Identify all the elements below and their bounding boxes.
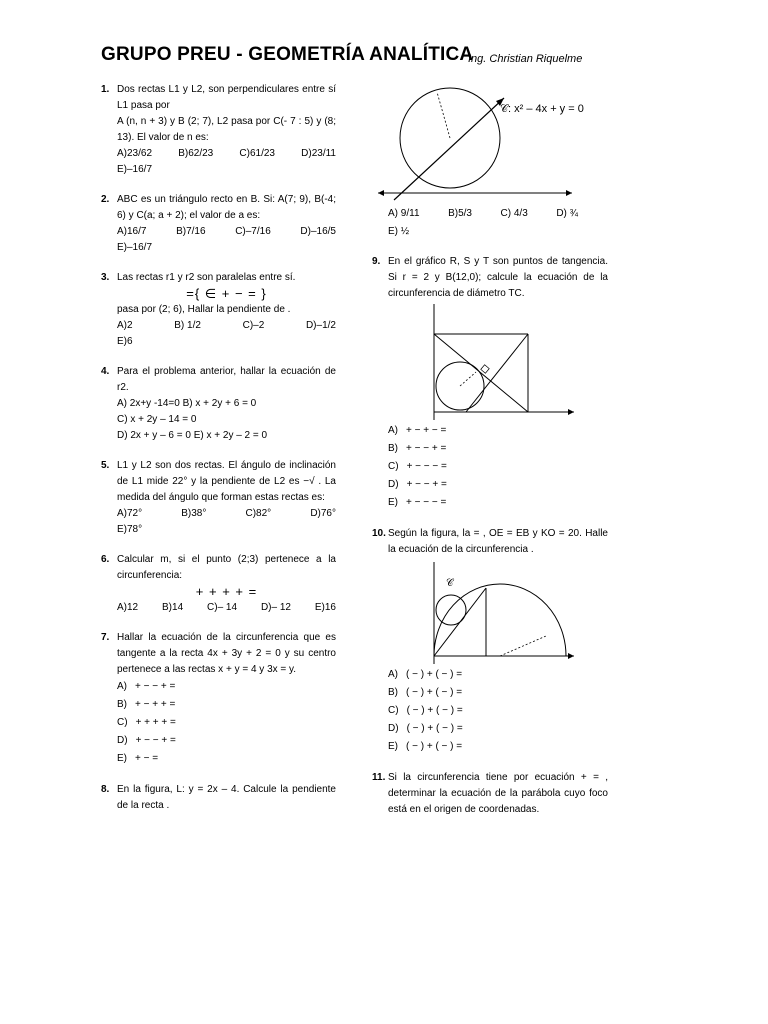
question-4 <box>101 364 336 444</box>
circle-shape <box>436 595 466 625</box>
option <box>388 702 608 720</box>
question-3 <box>101 270 336 350</box>
option-label: B) <box>388 687 398 698</box>
question-5 <box>101 458 336 538</box>
question-number: 4. <box>101 366 110 377</box>
question-text: Calcular m, si el punto (2;3) pertenece a la circunferencia: <box>117 554 336 581</box>
option: A)72° <box>117 508 143 519</box>
figure-semicircle-circle <box>396 558 576 666</box>
option-label: B) <box>388 443 398 454</box>
option-label: E) <box>117 753 127 764</box>
option: C) x + 2y – 14 = 0 <box>117 414 197 425</box>
option: A) 9/11 <box>388 208 420 219</box>
question-number: 10. <box>372 528 386 539</box>
option: D)–16/5 <box>300 226 336 237</box>
option: C)82° <box>245 508 272 519</box>
question-text: Para el problema anterior, hallar la ecuación de r2. <box>117 366 336 393</box>
option: B)7/16 <box>176 226 206 237</box>
option <box>388 440 608 458</box>
question-7 <box>101 630 336 768</box>
figure-circle-tangent-lines <box>372 82 608 206</box>
option-label: D) <box>388 479 399 490</box>
question-2 <box>101 192 336 256</box>
option-value: + − − + = <box>406 443 447 454</box>
arrow-head <box>568 409 574 415</box>
secant-line <box>394 98 504 200</box>
option-value: + + + + = <box>135 717 176 728</box>
option: D) 2x + y – 6 = 0 E) x + 2y – 2 = 0 <box>117 430 268 441</box>
answer-options <box>117 506 336 522</box>
formula: + + + + = <box>195 584 258 599</box>
question-text: Hallar la ecuación de la circunferencia que es tangente a la recta 4x + 3y + 2 = 0 y su centro pertenece a las rectas x + y = 4 y 3x = y. <box>117 632 336 675</box>
option-label: E) <box>388 497 398 508</box>
option <box>117 750 336 768</box>
option-value: + − − − = <box>406 461 447 472</box>
option: E)16 <box>314 602 336 613</box>
option-value: ( − ) + ( − ) = <box>406 669 463 680</box>
question-text: pasa por (2; 6), Hallar la pendiente de . <box>117 304 291 315</box>
right-column <box>372 82 608 832</box>
option-value: + − − + = <box>135 735 176 746</box>
page-header <box>101 44 621 76</box>
option <box>117 678 336 696</box>
question-number: 6. <box>101 554 110 565</box>
option <box>117 732 336 750</box>
option: A)2 <box>117 320 133 331</box>
right-angle-mark <box>481 365 489 373</box>
option: B)14 <box>162 602 184 613</box>
question-number: 1. <box>101 84 110 95</box>
option-label: A) <box>117 681 127 692</box>
option <box>388 494 608 512</box>
question-text: L1 y L2 son dos rectas. El ángulo de inclinación de L1 mide 22° y la pendiente de L2 es −√ . La medida del ángulo que forman estas rectas es: <box>117 460 336 503</box>
option-value: + − − + = <box>135 681 176 692</box>
option-value: ( − ) + ( − ) = <box>406 723 463 734</box>
option: C)– 14 <box>207 602 238 613</box>
option-label: D) <box>388 723 399 734</box>
diagonal-line <box>434 334 528 412</box>
option <box>388 738 608 756</box>
option-value: + − + + = <box>135 699 176 710</box>
question-text: Si la circunferencia tiene por ecuación + = , determinar la ecuación de la parábola cuyo foco está en el origen de coordenadas. <box>388 772 608 815</box>
answer-options <box>117 600 336 616</box>
page-title: GRUPO PREU - GEOMETRÍA ANALÍTICA <box>101 44 474 65</box>
option-value: ( − ) + ( − ) = <box>406 741 463 752</box>
question-number: 11. <box>372 772 386 783</box>
question-number: 5. <box>101 460 110 471</box>
question-text: Dos rectas L1 y L2, son perpendiculares entre sí L1 pasa por <box>117 84 336 111</box>
option-value: + − = <box>135 753 159 764</box>
question-text: A (n, n + 3) y B (2; 7), L2 pasa por C(- 7 : 5) y (8; 13). El valor de n es: <box>117 116 336 143</box>
arrow-head <box>568 653 574 659</box>
question-number: 7. <box>101 632 110 643</box>
arrow-head <box>378 190 384 196</box>
option: A)23/62 <box>117 148 153 159</box>
option <box>388 458 608 476</box>
radius-line <box>460 372 476 386</box>
option <box>388 684 608 702</box>
option: A) 2x+y -14=0 B) x + 2y + 6 = 0 <box>117 398 257 409</box>
figure-label: 𝒞 <box>446 578 454 589</box>
option-label: C) <box>388 705 399 716</box>
option: A)16/7 <box>117 226 147 237</box>
radius-line <box>437 92 450 138</box>
figure-label: 𝒞: x² – 4x + y = 0 <box>500 103 584 115</box>
option: D)76° <box>310 508 336 519</box>
figure-tangent-circle-triangle <box>396 302 576 422</box>
answer-options <box>117 224 336 240</box>
option: A)12 <box>117 602 139 613</box>
option: E)–16/7 <box>117 164 153 175</box>
option: C)61/23 <box>239 148 275 159</box>
answer-options <box>117 318 336 334</box>
option: C)–2 <box>242 320 265 331</box>
option-value: + − − − = <box>406 497 447 508</box>
question-number: 9. <box>372 256 381 267</box>
option: E)78° <box>117 524 143 535</box>
option <box>388 666 608 684</box>
question-8 <box>101 782 336 814</box>
option: B) 1/2 <box>174 320 201 331</box>
answer-options <box>117 146 336 162</box>
option-label: A) <box>388 425 398 436</box>
question-1 <box>101 82 336 178</box>
option <box>388 476 608 494</box>
question-10 <box>372 526 608 756</box>
answer-options <box>388 206 578 222</box>
option-value: ( − ) + ( − ) = <box>406 705 463 716</box>
question-number: 3. <box>101 272 110 283</box>
option <box>388 422 608 440</box>
question-text: Las rectas r1 y r2 son paralelas entre sí. <box>117 272 296 283</box>
question-number: 8. <box>101 784 110 795</box>
question-number: 2. <box>101 194 110 205</box>
option: C)–7/16 <box>235 226 271 237</box>
option-value: + − − + = <box>406 479 447 490</box>
figure-q8 <box>372 82 608 206</box>
left-column <box>101 82 336 828</box>
option: D)–1/2 <box>305 320 336 331</box>
option: B)38° <box>181 508 207 519</box>
option-label: E) <box>388 741 398 752</box>
option-value: + − + − = <box>406 425 447 436</box>
option: E)–16/7 <box>117 242 153 253</box>
option <box>388 720 608 738</box>
option-label: B) <box>117 699 127 710</box>
question-text: Según la figura, la = , OE = EB y KO = 20. Halle la ecuación de la circunferencia . <box>388 528 608 555</box>
option: D)23/11 <box>301 148 336 159</box>
option <box>117 714 336 732</box>
author-name: Ing. Christian Riquelme <box>468 53 583 65</box>
question-text: ABC es un triángulo recto en B. Si: A(7; 9), B(-4; 6) y C(a; a + 2); el valor de a es: <box>117 194 336 221</box>
formula: ={ ∈ + − = } <box>186 286 267 301</box>
option-label: C) <box>117 717 128 728</box>
question-text: En el gráfico R, S y T son puntos de tangencia. Si r = 2 y B(12,0); calcule la ecuación de la circunferencia de diámetro TC. <box>388 256 608 299</box>
radius-line <box>500 636 546 656</box>
option-label: C) <box>388 461 399 472</box>
question-text: En la figura, L: y = 2x – 4. Calcule la pendiente de la recta . <box>117 784 336 811</box>
option: B)62/23 <box>178 148 214 159</box>
question-11 <box>372 770 608 818</box>
option: E)6 <box>117 336 133 347</box>
option-label: A) <box>388 669 398 680</box>
option <box>117 696 336 714</box>
option: D)– 12 <box>260 602 291 613</box>
option: E) ½ <box>388 226 410 237</box>
question-6 <box>101 552 336 616</box>
option: C) 4/3 <box>500 208 528 219</box>
option-value: ( − ) + ( − ) = <box>406 687 463 698</box>
option: D) ¾ <box>556 208 578 219</box>
option-label: D) <box>117 735 128 746</box>
option: B)5/3 <box>448 208 472 219</box>
arrow-head <box>566 190 572 196</box>
question-9 <box>372 254 608 512</box>
